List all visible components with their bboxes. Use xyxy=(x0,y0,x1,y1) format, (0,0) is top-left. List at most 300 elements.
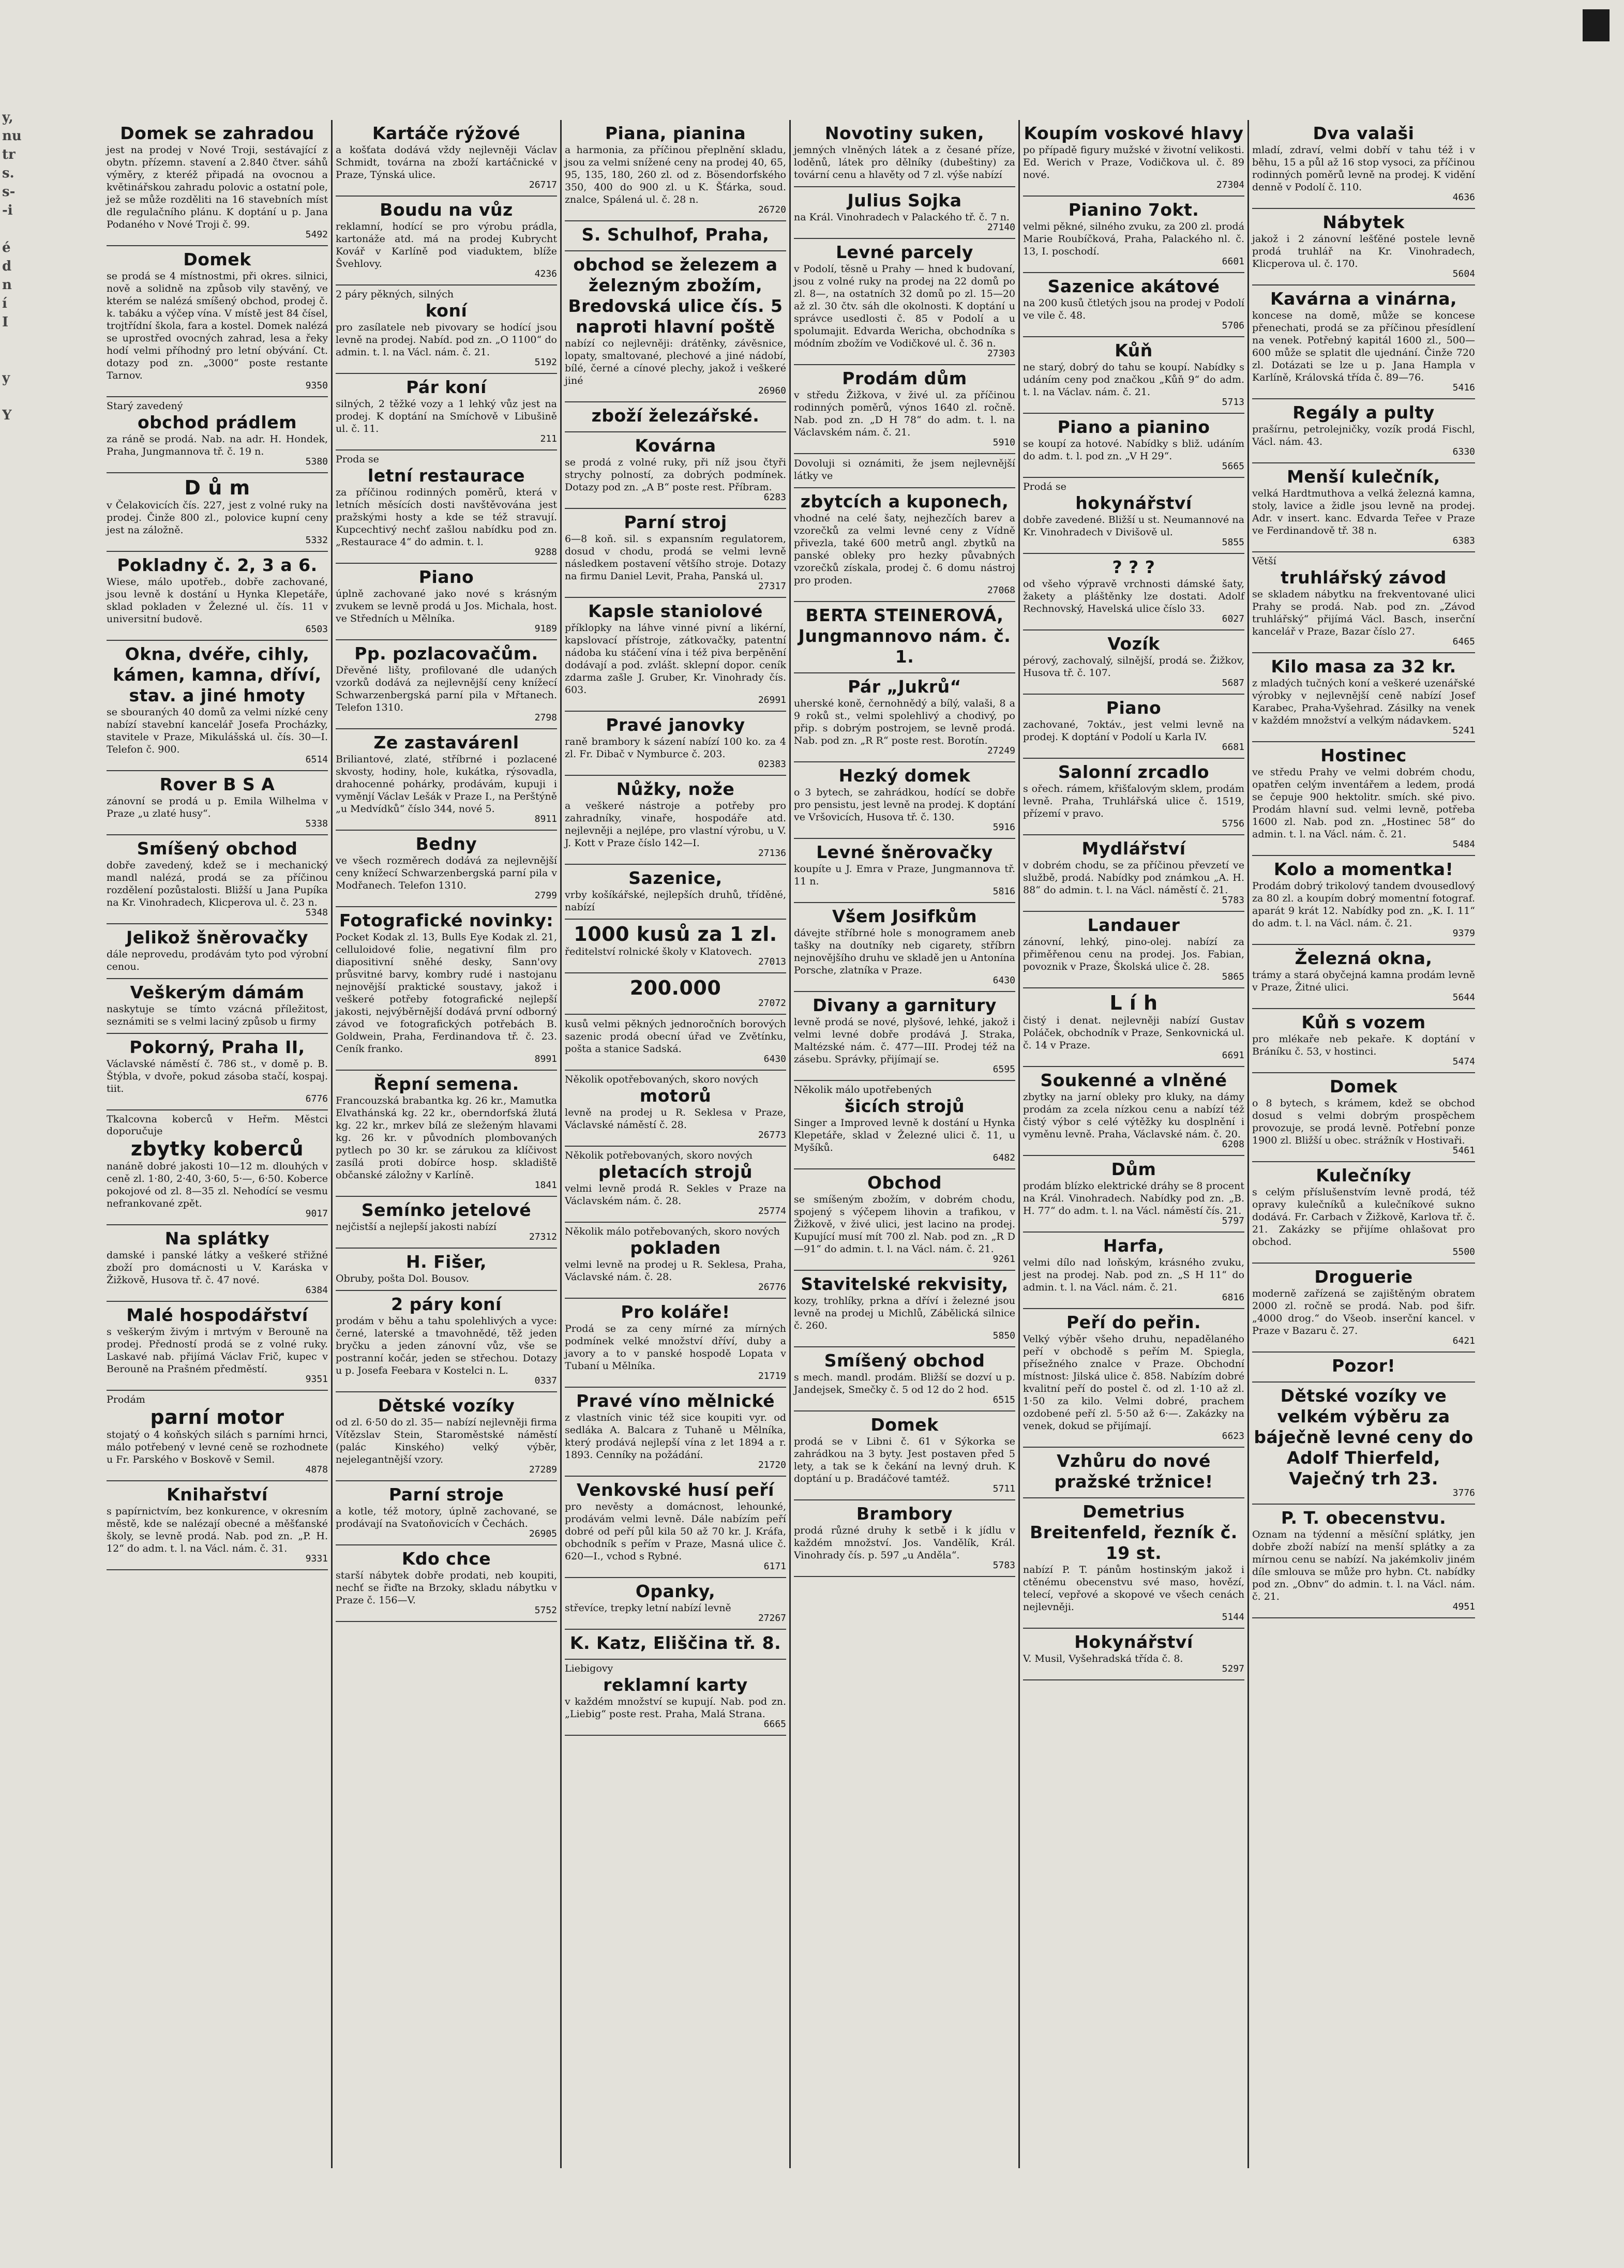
margin-fragment: í xyxy=(2,296,7,311)
ad-body: jakož i 2 zánovní lešťěné postele levně prodá truhlář na Kr. Vinohradech, Klicperova ul. č. 170. xyxy=(1252,233,1475,269)
classified-ad xyxy=(565,1147,786,1223)
classified-ad xyxy=(794,1347,1015,1411)
ad-headline: H. Fišer, xyxy=(406,1252,487,1272)
ad-body: levně na prodej u R. Seklesa v Praze, Václavské náměstí č. 28. xyxy=(565,1107,786,1131)
ad-body: Dovoluji si oznámiti, že jsem nejlevnější látky ve xyxy=(794,458,1015,482)
ad-number: 26960 xyxy=(758,385,786,396)
ad-body: a harmonia, za příčinou přeplnění skladu, jsou za velmi snížené ceny na prodej 40, 65, 95, 135, 180, 260 zl. od z. Bösendorfského 350, 400 do 900 zl. u K. Šťárka, soud. znalce, Spálená ul. č. 28 n. xyxy=(565,144,786,205)
classified-ad xyxy=(794,1411,1015,1500)
ad-body: o 8 bytech, s krámem, kdež se obchod dosud s velmi dobrým prospěchem provozuje, se prodá levně. Potřební ponze 1900 zl. Bližší u obec. strážník v Hostivaři. xyxy=(1252,1098,1475,1146)
ad-body: trámy a stará obyčejná kamna prodám levně v Praze, Žitné ulici. xyxy=(1252,969,1475,993)
ad-number: 9351 xyxy=(305,1374,328,1385)
classified-ad xyxy=(107,1481,328,1570)
ad-body: se koupí za hotové. Nabídky s bliž. udáním do adm. t. l. pod zn. „V H 29“. xyxy=(1023,438,1244,462)
ad-number: 6681 xyxy=(1222,742,1244,753)
ad-body: se sbouraných 40 domů za velmi nízké ceny nabízí stavební kancelář Josefa Procházky, stavitele v Praze, Mikulášská ul. čís. 30—I. Telefon č. 900. xyxy=(107,707,328,755)
ad-body: kusů velmi pěkných jednoročních borových sazenic prodá obecní úřad ve Zvětínku, pošta a stanice Sadská. xyxy=(565,1018,786,1055)
ad-headline: Salonní zrcadlo xyxy=(1058,762,1210,782)
ad-number: 27317 xyxy=(758,581,786,592)
classified-ad xyxy=(107,924,328,979)
classified-ad xyxy=(107,1034,328,1110)
classified-ad xyxy=(1023,1309,1244,1448)
ad-number: 211 xyxy=(540,433,557,444)
ad-headline: 2 páry koní xyxy=(391,1294,502,1314)
ad-body: V. Musil, Vyšehradská třída č. 8. xyxy=(1023,1653,1183,1664)
classified-ad xyxy=(336,729,557,831)
ad-number: 5783 xyxy=(1222,895,1244,906)
ad-body: na 200 kusů čtletých jsou na prodej v Podolí ve vile č. 48. xyxy=(1023,297,1244,321)
ad-body: s celým příslušenstvím levně prodá, též opravy kulečníků a kulečníkové sukno dodává. Fr. Carbach v Žižkově, Karlova tř. č. 21. Zakázky se přijíme ohlašovat pro obchod. xyxy=(1252,1186,1475,1248)
ad-body: ve všech rozměrech dodává za nejlevnější ceny knížecí Schwarzenbergská parní pila v Modřanech. Telefon 1310. xyxy=(336,855,557,891)
classified-ad xyxy=(565,1015,786,1071)
ad-headline: obchod prádlem xyxy=(138,412,297,432)
ad-headline: Pozor! xyxy=(1331,1356,1396,1376)
classified-ad xyxy=(1023,759,1244,835)
ad-body: velmi pěkné, silného zvuku, za 200 zl. prodá Marie Roubíčková, Praha, Palackého nl. č. 13, I. poschodí. xyxy=(1023,221,1244,257)
classified-ad xyxy=(1023,835,1244,912)
ad-number: 8991 xyxy=(534,1054,557,1064)
ad-number: 5297 xyxy=(1222,1663,1244,1674)
ad-headline: BERTA STEINEROVÁ, Jungmannovo nám. č. 1. xyxy=(798,605,1011,667)
ad-body: v Podolí, těsně u Prahy — hned k budovaní, jsou z volné ruky na prodej na 22 domů po zl. 8—, na ostatních 32 domů po zl. 15—20 až zl. 30 čtv. sáh dle okolnosti. K doptání u správce usedlosti č. 85 v Podolí a u spolumajit. Edvarda Wericha, obchodníka s módním zbožím ve Vodičkové ul. č. 36 n. xyxy=(794,263,1015,349)
ad-headline: Železná okna, xyxy=(1295,948,1433,968)
classified-ad xyxy=(1252,399,1475,463)
classified-ad xyxy=(565,973,786,1015)
classified-ad xyxy=(794,762,1015,839)
ad-headline: Kolo a momentka! xyxy=(1273,859,1454,879)
ad-number: 8911 xyxy=(534,814,557,824)
ad-body: velká Hardtmuthova a velká železná kamna, stoly, lavice a židle jsou levně na prodej. Adr. v insert. kanc. Edvarda Teřee v Praze ve Ferdinandově tř. 38 n. xyxy=(1252,488,1475,536)
classified-ad xyxy=(107,835,328,924)
ad-number: 5850 xyxy=(993,1330,1015,1341)
ad-number: 6208 xyxy=(1222,1139,1244,1150)
classified-ad xyxy=(1252,286,1475,399)
ad-number: 9261 xyxy=(993,1254,1015,1265)
ad-body: nanáně dobré jakosti 10—12 m. dlouhých v ceně zl. 1·80, 2·40, 3·60, 5·—, 6·50. Koberce pokojové od zl. 8—35 zl. Nehodící se vesmu nefrankované zpět. xyxy=(107,1161,328,1209)
margin-fragment: y xyxy=(2,370,10,386)
ad-headline: Opanky, xyxy=(635,1581,716,1601)
ad-number: 5783 xyxy=(993,1560,1015,1571)
classified-ad xyxy=(107,246,328,397)
classified-ad xyxy=(1252,463,1475,552)
ad-headline: Domek xyxy=(183,249,251,269)
ad-body: starší nábytek dobře prodati, neb koupiti, nechť se řiďte na Brzoky, skladu nábytku v Praze č. 156—V. xyxy=(336,1570,557,1606)
classified-ad xyxy=(336,1071,557,1197)
ad-number: 27312 xyxy=(529,1231,557,1242)
ad-number: 27140 xyxy=(987,222,1015,233)
classified-ad xyxy=(1252,1353,1475,1383)
ad-body: Wiese, málo upotřeb., dobře zachované, jsou levně k dostání u Hynka Klepetáře, sklad pokladen v Železné ul. čís. 11 v universitní budově. xyxy=(107,576,328,625)
ad-headline: Demetrius Breitenfeld, řezník č. 19 st. xyxy=(1030,1501,1238,1563)
ad-number: 6691 xyxy=(1222,1050,1244,1061)
ad-body: vhodné na celé šaty, nejhezčích barev a vzorečků za velmi levné ceny z Vídně přivezla, také 600 metrů angl. zbytků na panské obleky pro hezky půvabných vzorečků získala, prodej č. 6 domu nástroj pro proden. xyxy=(794,513,1015,586)
ad-number: 5416 xyxy=(1452,382,1475,393)
ad-number: 26773 xyxy=(758,1130,786,1140)
ad-headline: parní motor xyxy=(150,1406,284,1429)
ad-headline: pletacích strojů xyxy=(598,1162,753,1182)
ad-headline: Domek se zahradou xyxy=(120,123,314,143)
ad-body: nejčistší a nejlepší jakosti nabízí xyxy=(336,1221,497,1233)
ad-body: příklopky na láhve vinné pivní a likérní, kapslovací přístroje, zátkovačky, patentní nádoba ku stáčení vína i též piva berpěnění dodávají a pod. zvlášt. sklepní dopor. ceník zdarma zašle J. Gruber, Kr. Vinohrady čís. 603. xyxy=(565,622,786,696)
ad-body: dobře zavedený, kdež se i mechanický mandl nalézá, prodá se za příčinou rozdělení pozůstalosti. Bližší u Jana Pupíka na Kr. Vinohradech, Klicperova ul. č. 23 n. xyxy=(107,860,328,908)
ad-headline: Knihařství xyxy=(167,1484,268,1505)
ad-number: 6384 xyxy=(305,1285,328,1296)
classified-ad xyxy=(336,564,557,640)
classified-ad xyxy=(565,1660,786,1736)
ad-number: 5797 xyxy=(1222,1215,1244,1226)
ad-number: 21720 xyxy=(758,1460,786,1470)
ad-body: čistý i denat. nejlevněji nabízí Gustav Poláček, obchodník v Praze, Senkovnická ul. č. 14 v Praze. xyxy=(1023,1015,1244,1051)
ad-number: 2798 xyxy=(534,712,557,723)
ad-number: 5461 xyxy=(1452,1145,1475,1156)
ad-body: damské i panské látky a veškeré střižné zboží pro domácnosti u V. Karáska v Žižkově, Husova tř. č. 47 nové. xyxy=(107,1250,328,1286)
ad-number: 26720 xyxy=(758,204,786,215)
classified-ad xyxy=(107,979,328,1034)
column-5 xyxy=(1020,120,1249,2168)
classified-ad xyxy=(1023,1498,1244,1629)
ad-headline: Jelikož šněrovačky xyxy=(126,927,308,948)
classified-ad xyxy=(565,432,786,509)
ad-number: 4878 xyxy=(305,1464,328,1475)
classified-ad xyxy=(794,488,1015,602)
ad-number: 5332 xyxy=(305,535,328,546)
ad-headline: Nábytek xyxy=(1322,212,1405,232)
ad-headline: Fotografické novinky: xyxy=(339,910,554,930)
ad-number: 5604 xyxy=(1452,268,1475,279)
ad-headline: truhlářský závod xyxy=(1281,567,1447,588)
ad-body: s veškerým živým i mrtvým v Berouně na prodej. Předností prodá se z volné ruky. Laskavé nab. přijímá Václav Frič, kupec v Berouně na Prašném předměstí. xyxy=(107,1326,328,1375)
ad-body: zánovní se prodá u p. Emila Wilhelma v Praze „u zlaté husy“. xyxy=(107,795,328,819)
ad-headline: Dětské vozíky xyxy=(378,1395,515,1416)
classified-ad xyxy=(1252,1505,1475,1618)
classified-ad xyxy=(565,920,786,973)
ad-headline: Pokladny č. 2, 3 a 6. xyxy=(117,555,318,575)
classified-ad xyxy=(794,903,1015,992)
ad-body: Obruby, pošta Dol. Bousov. xyxy=(336,1273,470,1284)
ad-headline: Dětské vozíky ve velkém výběru za báječně levné ceny do Adolf Thierfeld, Vaječný trh 23. xyxy=(1254,1386,1473,1489)
ad-body: raně brambory k sázení nabízí 100 ko. za 4 zl. Fr. Dibač v Nymburce č. 203. xyxy=(565,736,786,760)
ad-number: 5241 xyxy=(1452,725,1475,736)
ad-body: ve středu Prahy ve velmi dobrém chodu, opatřen celým inventářem a ledem, prodá se čepuje 900 hektolitr. smích. ské pivo. Prodám hlavní sud. velmi levně, potřeba 1600 zl. Nab. pod zn. „Hostinec 58“ do admin. t. l. na Václ. nám. č. 21. xyxy=(1252,767,1475,840)
margin-fragment xyxy=(2,220,31,239)
ad-body: Pocket Kodak zl. 13, Bulls Eye Kodak zl. 21, celluloidové folie, negativní film pro diapositivní sněhé desky, Sann'ovy průsvitné barvy, kombry rudé i nastojanu nejnovější praktické soustavy, jakož i veškeré potřeby fotografické nejlepší jakosti, nejvýběrnější dodává první odborný závod ve fotografických potřebách B. Goldwein, Praha, Ferdinandova tř. č. 23. Ceník franko. xyxy=(336,932,557,1055)
ad-number: 27136 xyxy=(758,848,786,859)
ad-number: 6515 xyxy=(993,1394,1015,1405)
ad-number: 5500 xyxy=(1452,1246,1475,1257)
classified-ad xyxy=(794,454,1015,488)
ad-headline: 200.000 xyxy=(629,977,721,999)
ad-headline: Pianino 7okt. xyxy=(1068,200,1199,220)
ad-number: 5644 xyxy=(1452,992,1475,1003)
classified-ad xyxy=(336,197,557,286)
ad-number: 6514 xyxy=(305,754,328,765)
ad-headline: Smíšený obchod xyxy=(824,1350,985,1371)
ad-body: od všeho výpravě vrchnosti dámské šaty, žakety a pláštěnky lze dostati. Adolf Rechnovský, Havelská ulice číslo 33. xyxy=(1023,578,1244,614)
ad-headline: Brambory xyxy=(856,1504,953,1524)
ad-body: Prodá se za ceny mírné za mírných podmínek velké množství dříví, duby a javory a to v panské hospodě Lopata v Tubaní u Mělníka. xyxy=(565,1323,786,1372)
ad-headline: Parní stroje xyxy=(388,1484,504,1505)
ad-headline: Regály a pulty xyxy=(1292,402,1435,423)
ad-headline: Levné šněrovačky xyxy=(816,842,993,862)
ad-headline: L í h xyxy=(1109,992,1158,1014)
ad-body: se prodá se 4 místnostmi, při okres. silnici, nově a solidně na způsob vily stavěný, ve kterém se nalézá smíšený obchod, prodej č. k. tabáku a výčep vína. V místě jest 84 čísel, trojtřídní škola, fara a kostel. Domek nalézá se uprostřed ovocných zahrad, lesa a řeky hodí velmi příhodný pro letní obývání. Ct. dotazy pod zn. „3000“ poste restante Tarnov. xyxy=(107,271,328,381)
ad-body: pro mlékaře neb pekaře. K doptání v Bráníku č. 53, v hostinci. xyxy=(1252,1033,1475,1057)
ad-number: 26717 xyxy=(529,179,557,190)
ad-number: 6027 xyxy=(1222,613,1244,624)
classified-ad xyxy=(1252,120,1475,209)
ad-body: o 3 bytech, se zahrádkou, hodící se dobře pro pensistu, jest levně na prodej. K doptání ve Vršovicích, Husova tř. č. 130. xyxy=(794,787,1015,823)
column-1 xyxy=(103,120,333,2168)
ad-number: 9288 xyxy=(534,547,557,558)
ad-number: 5756 xyxy=(1222,818,1244,829)
ad-body: ne starý, dobrý do tahu se koupí. Nabídky s udáním ceny pod značkou „Kůň 9“ do adm. t. l. na Václav. nám. č. 21. xyxy=(1023,362,1244,398)
classified-ad xyxy=(565,221,786,251)
classified-ad xyxy=(336,831,557,907)
classified-ad xyxy=(1252,1264,1475,1353)
ad-lead-in: Liebigovy xyxy=(565,1663,613,1674)
classified-ad xyxy=(107,552,328,641)
ad-headline: Vzhůru do nové pražské tržnice! xyxy=(1054,1451,1213,1492)
ad-body: s mech. mandl. prodám. Bližší se dozví u p. Jandejsek, Smečky č. 5 od 12 do 2 hod. xyxy=(794,1372,1015,1395)
ad-number: 4636 xyxy=(1452,192,1475,203)
ad-headline: Julius Sojka xyxy=(847,190,962,211)
ad-number: 2799 xyxy=(534,890,557,901)
ad-headline: Bedny xyxy=(415,834,477,854)
ad-number: 5380 xyxy=(305,456,328,467)
ad-body: pérový, zachovalý, silnější, prodá se. Žižkov, Husova tř. č. 107. xyxy=(1023,655,1244,679)
ad-lead-in: Několik málo potřebovaných, skoro nových xyxy=(565,1226,780,1237)
ad-headline: Veškerým dámám xyxy=(130,982,305,1002)
classified-ad xyxy=(1252,945,1475,1009)
ad-number: 5348 xyxy=(305,907,328,918)
ad-headline: Kilo masa za 32 kr. xyxy=(1271,656,1456,677)
margin-fragment: tr xyxy=(2,147,16,162)
classified-ad xyxy=(794,365,1015,454)
ad-headline: Hezký domek xyxy=(838,765,971,786)
ad-headline: Dům xyxy=(1111,1159,1156,1179)
ad-body: v Čelakovicích čís. 227, jest z volné ruky na prodej. Činže 800 zl., polovice kupní ceny jest na záložně. xyxy=(107,500,328,536)
ad-body: koncese na domě, může se koncese přenechati, prodá se za příčinou přesídlení na venek. Potřebný kapitál 1600 zl., 500—600 může se splatit dle ujednání. Činže 720 zl. Dotázati se lze u p. Jana Hampla v Karlíně, Královská třída č. 89—76. xyxy=(1252,310,1475,383)
classified-ad xyxy=(336,640,557,729)
ad-number: 6601 xyxy=(1222,256,1244,267)
ad-headline: Sazenice, xyxy=(628,868,723,888)
classified-ad xyxy=(1023,197,1244,273)
ad-body: Singer a Improved levně k dostání u Hynka Klepetáře, sklad v Železné ulici č. 11, u Myšíků. xyxy=(794,1117,1015,1153)
ad-headline: letní restaurace xyxy=(367,465,525,486)
ad-number: 5144 xyxy=(1222,1612,1244,1623)
ad-headline: Pokorný, Praha II, xyxy=(129,1037,305,1057)
ad-headline: Hokynářství xyxy=(1074,1632,1193,1652)
ad-body: s papírnictvím, bez konkurence, v okresním městě, kde se nalézají obecné a měšťanské školy, se levně prodá. Nab. pod zn. „P. H. 12“ do adm. t. l. na Václ. nám. č. 31. xyxy=(107,1506,328,1554)
ad-number: 6482 xyxy=(993,1152,1015,1163)
classified-ad xyxy=(1252,209,1475,286)
ad-lead-in: 2 páry pěkných, silných xyxy=(336,289,454,300)
ad-headline: Koupím voskové hlavy xyxy=(1024,123,1244,143)
ad-headline: Kulečníky xyxy=(1316,1165,1411,1185)
classified-ad xyxy=(565,120,786,221)
ad-body: prodám v běhu a tahu spolehlivých a vyce: černé, laterské a tmavohnědé, těž jeden bryčku a jeden zánovní vůz, vše se postranní kočár, jeden se střechou. Dotazy u p. Josefa Feebara v Kostelci n. L. xyxy=(336,1315,557,1376)
classified-ad xyxy=(107,1110,328,1225)
ad-headline: Sazenice akátové xyxy=(1047,276,1220,296)
column-6 xyxy=(1249,120,1478,2168)
classified-ad xyxy=(336,1249,557,1291)
ad-headline: motorů xyxy=(639,1086,712,1106)
ad-number: 27013 xyxy=(758,956,786,967)
ad-body: velmi levně na prodej u R. Seklesa, Praha, Václavské nám. č. 28. xyxy=(565,1259,786,1283)
ad-body: se skladem nábytku na frekventované ulici Prahy se prodá. Nab. pod zn. „Závod truhlářský“ přijímá Václ. Basch, inserční kancelář v Praze, Bazar číslo 27. xyxy=(1252,589,1475,637)
ad-body: Dřevěné lišty, profilované dle udaných vzorků dodává za nejlevnější ceny knížecí Schwarzenbergská parní pila v Mřtanech. Telefon 1310. xyxy=(336,665,557,713)
ad-body: střevíce, trepky letní nabízí levně xyxy=(565,1602,731,1614)
ad-body: prodá různé druhy k setbě i k jídlu v každém množství. Jos. Vandělík, Král. Vinohrady čís. p. 597 „u Anděla“. xyxy=(794,1525,1015,1561)
ad-body: Václavské náměstí č. 786 st., v domě p. B. Štýbla, v dvoře, pokud zásoba stačí, kospaj. tiit. xyxy=(107,1058,328,1094)
ad-number: 26991 xyxy=(758,695,786,705)
ad-headline: Smíšený obchod xyxy=(137,838,298,859)
ad-headline: Semínko jetelové xyxy=(361,1200,532,1220)
ad-body: a kotle, též motory, úplně zachované, se prodávají na Svatoňovicích v Čechách. xyxy=(336,1506,557,1529)
ad-headline: Parní stroj xyxy=(624,512,727,532)
ad-headline: Řepní semena. xyxy=(373,1074,519,1094)
classified-ad xyxy=(794,187,1015,239)
ad-headline: obchod se železem a železným zbožím, Bredovská ulice čís. 5 naproti hlavní poště xyxy=(568,254,783,337)
ad-number: 5192 xyxy=(534,357,557,368)
classified-ad xyxy=(107,771,328,835)
ad-headline: Hostinec xyxy=(1320,745,1407,765)
ad-number: 5816 xyxy=(993,886,1015,897)
ad-body: za příčinou rodinných poměrů, která v letních měsících dosti navštěvována jest pražskými hosty a kde se též stravují. Kupcechtivý nechť zašlou nabídku pod zn. „Restaurace 4“ do admin. t. l. xyxy=(336,487,557,548)
ad-headline: Všem Josifkům xyxy=(832,906,978,926)
classified-ad xyxy=(336,374,557,450)
classified-ad xyxy=(336,1291,557,1392)
classified-ad xyxy=(1023,1156,1244,1233)
ad-body: silných, 2 těžké vozy a 1 lehký vůz jest na prodej. K doptání na Smíchově v Libušině ul. č. 11. xyxy=(336,398,557,434)
ad-headline: Ze zastavárenl xyxy=(373,732,519,753)
classified-ad xyxy=(1023,1629,1244,1680)
classified-ad xyxy=(1023,478,1244,554)
ad-number: 6665 xyxy=(763,1719,786,1730)
ad-headline: Pravé janovky xyxy=(606,715,745,735)
ad-headline: Kapsle staniolové xyxy=(588,601,763,621)
classified-ad xyxy=(107,1391,328,1481)
ad-body: Oznam na týdenní a měsíční splátky, jen dobře zboží nabízí na menší splátky a za mírnou cenu se nabízí. Na jakémkoliv jiném díle smlouva se může pro hybn. Ct. nabídky pod zn. „Obnv“ do admin. t. l. na Václ. nám. č. 21. xyxy=(1252,1529,1475,1602)
classified-ad xyxy=(1252,552,1475,653)
ad-lead-in: Větší xyxy=(1252,555,1276,567)
ad-body: dále neprovedu, prodávám tyto pod výrobní cenou. xyxy=(107,949,328,972)
ad-number: 6503 xyxy=(305,624,328,635)
ad-number: 5711 xyxy=(993,1483,1015,1494)
classified-ad xyxy=(794,1169,1015,1271)
ad-headline: Na splátky xyxy=(164,1228,270,1249)
ad-body: se prodá z volné ruky, při níž jsou čtyři strychy polností, za dobrých podmínek. Dotazy pod zn. „A B“ poste rest. Příbram. xyxy=(565,457,786,493)
classified-ad xyxy=(336,1197,557,1249)
margin-fragment: I xyxy=(2,314,9,330)
ad-number: 6283 xyxy=(763,492,786,503)
classified-ad xyxy=(794,1500,1015,1577)
ad-body: a košťata dodává vždy nejlevněji Václav Schmidt, továrna na zboží kartáčnické v Praze, Týnská ulice. xyxy=(336,144,557,181)
classified-ad xyxy=(565,865,786,920)
ad-headline: Piano xyxy=(1106,698,1162,718)
column-3 xyxy=(562,120,791,2168)
ad-headline: Prodám dům xyxy=(842,368,967,388)
classified-ad xyxy=(1252,856,1475,945)
classified-ads-columns xyxy=(103,120,1500,2168)
margin-fragment: s- xyxy=(2,184,16,200)
ad-number: 6430 xyxy=(993,975,1015,986)
margin-fragment xyxy=(2,332,31,351)
ad-headline: Kdo chce xyxy=(401,1549,491,1569)
ad-body: reklamní, hodící se pro výrobu prádla, kartonáže atd. má na prodej Kubrycht Kovář v Karlíně pod viaduktem, blíže Švehlovy. xyxy=(336,221,557,269)
ad-headline: Divany a garnitury xyxy=(813,995,997,1015)
ad-headline: pokladen xyxy=(630,1238,721,1258)
classified-ad xyxy=(336,120,557,197)
corner-tab xyxy=(1583,9,1610,41)
ad-headline: Kůň xyxy=(1115,340,1153,361)
classified-ad xyxy=(1252,1073,1475,1162)
ad-number: 9331 xyxy=(305,1553,328,1564)
ad-lead-in: Tkalcovna koberců v Heřm. Městci doporučuje xyxy=(107,1114,328,1137)
classified-ad xyxy=(565,1299,786,1388)
ad-body: v každém množství se kupují. Nab. pod zn. „Liebig“ poste rest. Praha, Malá Strana. xyxy=(565,1696,786,1720)
ad-body: jemných vlněných látek a z česané příze, loděnů, látek pro dělníky (dubeštiny) za tovární cenu a hlavěty od 7 zl. výše nabízí xyxy=(794,144,1015,181)
ad-body: z vlastních vinic též sice koupiti vyr. od sedláka A. Balcara z Tuhaně u Mělníka, který prodává nejlepší vína z let 1894 a r. 1893. Cenníky na požádání. xyxy=(565,1412,786,1461)
ad-body: uherské koně, černohnědý a bílý, valaši, 8 a 9 roků st., velmi spolehlivý a chodivý, po přip. s dobrým postrojem, se levně prodá. Nab. pod zn. „R R“ poste rest. Borotín. xyxy=(794,698,1015,746)
ad-number: 9189 xyxy=(534,623,557,634)
ad-headline: Stavitelské rekvisity, xyxy=(801,1274,1009,1294)
ad-number: 27249 xyxy=(987,745,1015,756)
ad-number: 6171 xyxy=(763,1561,786,1572)
classified-ad xyxy=(794,992,1015,1081)
classified-ad xyxy=(794,239,1015,365)
ad-number: 5338 xyxy=(305,818,328,829)
ad-body: a veškeré nástroje a potřeby pro zahradníky, vinaře, hospodáře atd. nejlevněji a nejlépe, pro vlastní výrobu, u V. J. Kott v Praze číslo 142—I. xyxy=(565,800,786,849)
classified-ad xyxy=(107,473,328,552)
ad-number: 6465 xyxy=(1452,636,1475,647)
classified-ad xyxy=(336,450,557,564)
ad-headline: Kovárna xyxy=(635,435,716,456)
ad-number: 27068 xyxy=(987,585,1015,596)
ad-number: 5484 xyxy=(1452,839,1475,850)
ad-number: 5713 xyxy=(1222,397,1244,408)
ad-headline: Kůň s vozem xyxy=(1301,1012,1426,1032)
ad-headline: šicích strojů xyxy=(844,1096,965,1116)
margin-fragment: n xyxy=(2,277,12,293)
classified-ad xyxy=(565,509,786,598)
classified-ad xyxy=(107,1302,328,1391)
ad-number: 6421 xyxy=(1452,1335,1475,1346)
ad-body: zánovní, lehký, pino-olej. nabízí za přiměřenou cenu na prodej. Jos. Fabian, povoznik v Praze, Školská ulice č. 28. xyxy=(1023,936,1244,972)
column-4 xyxy=(791,120,1020,2168)
ad-headline: Piana, pianina xyxy=(605,123,746,143)
classified-ad xyxy=(794,120,1015,187)
ad-body: mladí, zdraví, velmi dobří v tahu též i v běhu, 15 a půl až 16 stop vysoci, za příčinou rodinných poměrů levně na prodej. K vidění denně v Podolí č. 110. xyxy=(1252,144,1475,193)
ad-headline: Okna, dvéře, cihly, kámen, kamna, dříví, stav. a jiné hmoty xyxy=(113,644,322,705)
ad-headline: Obchod xyxy=(867,1173,942,1193)
ad-headline: reklamní karty xyxy=(603,1675,748,1695)
ad-body: vrby košíkářské, nejlepších druhů, tříděné, nabízí xyxy=(565,889,786,913)
ad-number: 02383 xyxy=(758,759,786,770)
margin-fragment: s. xyxy=(2,166,14,181)
ad-number: 25774 xyxy=(758,1206,786,1216)
ad-body: kozy, trohlíky, prkna a dříví i železné jsou levně na prodej u Michlů, Zábělická silnice č. 260. xyxy=(794,1295,1015,1331)
ad-body: pro nevěsty a domácnost, lehounké, prodávám velmi levně. Dále nabízím peří dobré od peří půl kila 50 až 70 kr. J. Kráfa, obchodník s peřím v Praze, Masná ulice č. 620—I., vchod s Rybné. xyxy=(565,1501,786,1562)
ad-headline: Landauer xyxy=(1087,915,1180,935)
ad-number: 27304 xyxy=(1216,179,1244,190)
classified-ad xyxy=(107,120,328,246)
classified-ad xyxy=(1252,1009,1475,1073)
ad-body: zachované, 7oktáv., jest velmi levně na prodej. K doptání v Podolí u Karla IV. xyxy=(1023,719,1244,743)
ad-body: ředitelství rolnické školy v Klatovech. xyxy=(565,946,753,957)
ad-headline: Levné parcely xyxy=(836,242,973,262)
ad-headline: Menší kulečník, xyxy=(1287,467,1440,487)
